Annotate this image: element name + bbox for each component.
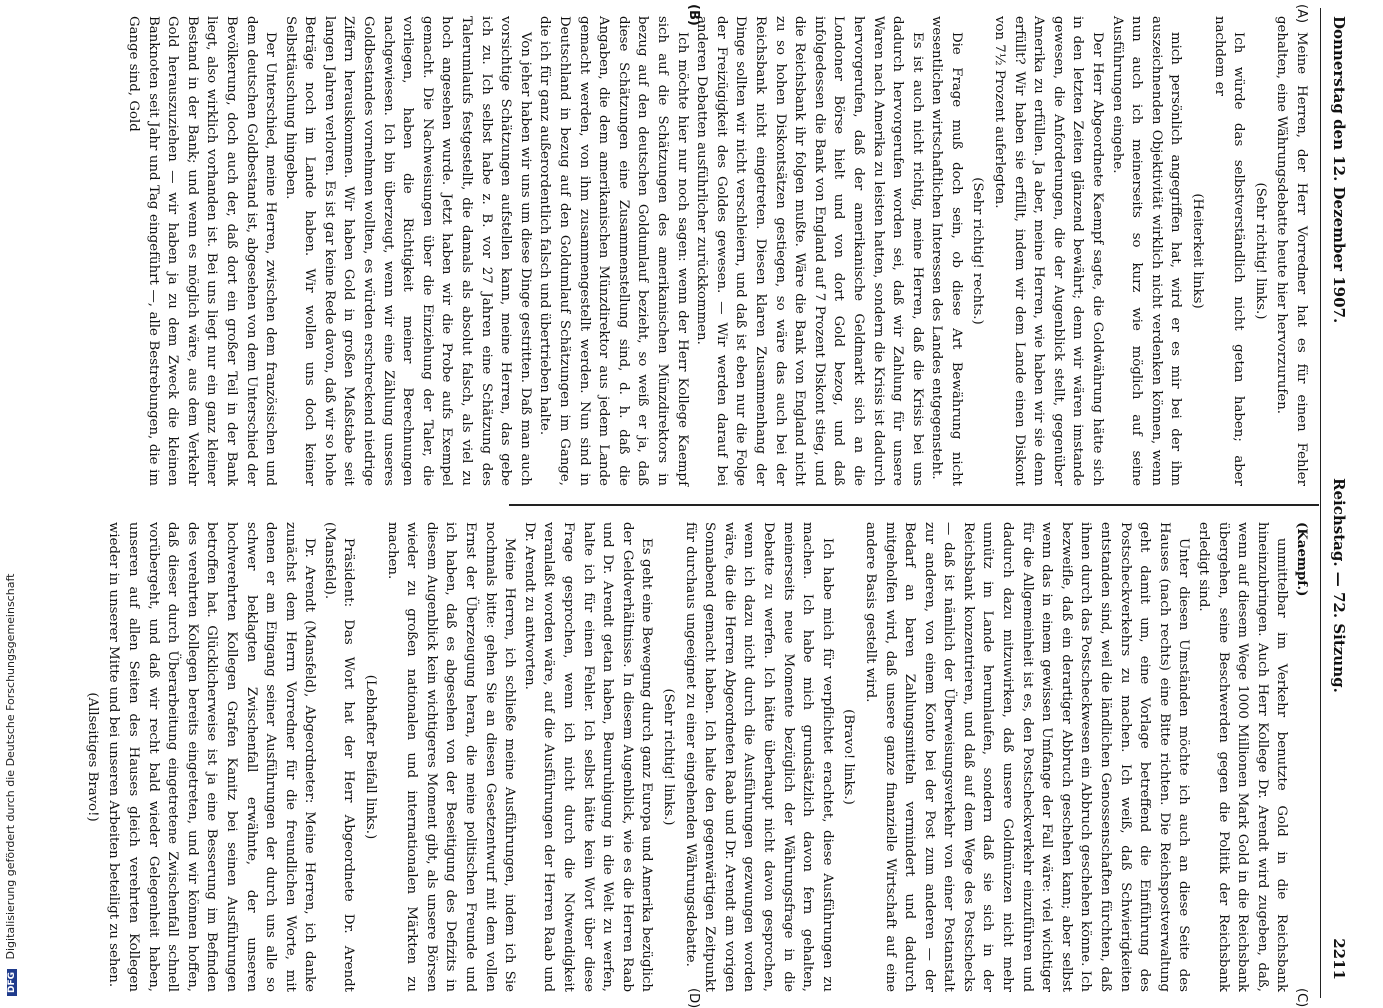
interjection: (Heiterkeit links) xyxy=(1190,193,1206,309)
paragraph: Der Unterschied, meine Herren, zwischen dem französischen und dem deutschen Goldbestand ist, abgesehen von dem Unterschied der Bevölkerung, doch auch der, daß dort ein großer Teil in der Bank liegt, also wirklich vorhanden ist. Bei uns liegt nur ein ganz kleiner Bestand in der Bank; und wenn es möglich wäre, aus dem Verkehr Gold herauszuziehen — wir haben ja zu dem Zweck die kleinen Banknoten seit Jahr und Tag eingeführt —, alle Bestrebungen, die im Gange sind, Gold xyxy=(125,16,279,486)
paragraph: Ich habe mich für verpflichtet erachtet, diese Ausführungen zu machen. Ich habe mich grundsätzlich davon fern gehalten, meinerseits neue Momente bezüglich der Währungsfrage in die Debatte zu werfen. Ich hätte überhaupt nicht davon gesprochen, wenn ich dazu nicht durch die Ausführungen gezwungen worden wäre, die die Herren Abgeordneten Raab und Dr. Arendt am vorigen Sonnabend gemacht haben. Ich halte den gegenwärtigen Zeitpunkt für durchaus ungeeignet zu einer eingehenden Währungsdebatte. xyxy=(682,522,835,992)
paragraph: Der Herr Abgeordnete Kaempf sagte, die Goldwährung hätte sich in den letzten Zeiten glänzend bewährt; denn wir wären imstande gewesen, die Anforderungen, die der Augenblick stellt, gegenüber Amerika zu erfüllen. Ja aber, meine Herren, wie haben wir sie denn erfüllt? Wir haben sie erfüllt, indem wir dem Lande einen Diskont von 7½ Prozent auferlegten. xyxy=(992,16,1106,486)
paragraph: Meine Herren, der Herr Vorredner hat es für einen Fehler gehalten, eine Währungsdebatte heute hier hervorzurufen. xyxy=(1274,16,1309,486)
paragraph: Dr. Arendt (Mansfeld), Abgeordneter: Meine Herren, ich danke zunächst dem Herrn Vorredner für die freundlichen Worte, mit denen er am Eingang seiner Ausführungen der durch uns alle so schwer beklagten Zwischenfall erwähnte, der unseren hochverehrten Kollegen Grafen Kanitz bei seinen Ausführungen betroffen hat. Glücklicherweise ist ja eine Besserung im Befinden des verehrten Kollegen bereits eingetreten, und wir können hoffen, daß dieser durch Überarbeitung eingetretene Zwischenfall schnell vorübergeht, und daß wir recht bald wieder Gelegenheit haben, unseren auf allen Seiten des Hauses gleich verehrten Kollegen wieder in unserer Mitte und bei unseren Arbeiten beteiligt zu sehen. xyxy=(106,522,318,992)
left-text-column xyxy=(125,16,1311,486)
interjection: (Sehr richtig! links.) xyxy=(661,688,676,826)
column-divider xyxy=(509,504,1319,506)
paragraph: Von jeher haben wir uns um diese Dinge gestritten. Daß man auch vorsichtige Schätzungen aufstellen kann, meine Herren, das gebe ich zu. Ich selbst habe z. B. vor 27 Jahren eine Schätzung des Talerumlaufs festgestellt, die damals als absolut falsch, als viel zu hoch angesehen wurde. Jetzt haben wir die Probe aufs Exempel gemacht. Die Nachweisungen über die Einziehung der Taler, die vorliegen, haben die Richtigkeit meiner Berechnungen nachgewiesen. Ich bin überzeugt, wenn wir eine Zählung unseres Goldbestandes vornehmen wollten, es würden erschreckend niedrige Ziffern herauskommen. Wir haben Gold in großen Maßstabe seit langen Jahren verloren. Es ist gar keine Rede davon, daß wir so hohe Beträge noch im Lande haben. Wir wollen uns doch keiner Selbsttäuschung hingeben. xyxy=(282,16,533,486)
interjection: (Sehr richtig! links.) xyxy=(1252,182,1268,320)
header-rule xyxy=(1320,8,1321,998)
header-date: Donnerstag den 12. Dezember 1907. xyxy=(1330,16,1348,324)
paragraph: Meine Herren, ich schließe meine Ausführungen, indem ich Sie nochmals bitte: gehen Sie an diesen Gesetzentwurf mit dem vollen Ernst der Überzeugung heran, die meine politischen Freunde und ich haben, daß es abgesehen von der Beseitigung des Defizits in diesem Augenblick kein wichtigeres Moment gibt, als unsere Börsen wieder zu großen nationalen und internationalen Märkten zu machen. xyxy=(384,522,518,992)
margin-mark-d: (D) xyxy=(686,988,701,1008)
interjection: (Lebhafter Beifall links.) xyxy=(363,674,379,840)
interjection: (Sehr richtig! rechts.) xyxy=(970,177,986,325)
paragraph: Es geht eine Bewegung durch ganz Europa und Amerika bezüglich der Geldverhältnisse. In diesem Augenblick, wie es die Herren Raab und Dr. Arendt getan haben, Beunruhigung in die Welt zu werfen, halte ich für einen Fehler. Ich selbst hätte kein Wort über diese Frage gesprochen, wenn ich nicht durch die Notwendigkeit veranlaßt worden wäre, auf die Ausführungen der Herren Raab und Dr. Arendt zu antworten. xyxy=(521,522,655,992)
digitization-credit: Digitalisierung gefördert durch die Deutsche Forschungsgemeinschaft xyxy=(4,573,17,960)
paragraph: Ich würde das selbstverständlich nicht getan haben; aber nachdem er xyxy=(1211,16,1247,486)
interjection: (Bravo! links.) xyxy=(841,709,857,805)
paragraph: Ich möchte hier nur noch sagen: wenn der Herr Kollege Kaempf sich auf die Schätzungen des amerikanischen Münzdirektors in bezug auf den deutschen Goldumlauf bezieht, so weiß er ja, daß diese Schätzungen eine Zusammenstellung sind, d. h. daß die Angaben, die dem amerikanischen Münzdirektor aus jedem Lande gemacht werden, von ihm zusammengestellt werden. Nun sind in Deutschland in bezug auf den Goldumlauf Schätzungen im Gange, die ich für ganz außerordentlich falsch und übertrieben halte. xyxy=(537,16,690,486)
interjection: (Allseitiges Bravo!) xyxy=(84,692,100,822)
paragraph: (Kaempf.) xyxy=(1294,522,1309,597)
running-header xyxy=(1325,8,1351,998)
right-text-column xyxy=(84,522,1311,992)
paragraph: Präsident: Das Wort hat der Herr Abgeordnete Dr. Arendt (Mansfeld). xyxy=(321,522,357,992)
paragraph: Unter diesen Umständen möchte ich auch an diese Seite des Hauses (nach rechts) eine Bitte richten. Die Reichspostverwaltung geht damit um, eine Vorlage betreffend die Einführung des Postscheckverkehrs zu machen. Ich weiß, daß Schwierigkeiten entstanden sind, weil die ländlichen Genossenschaften fürchten, daß ihnen durch das Postscheckwesen ein Abbruch geschehen könne. Ich bezweifle, daß ein derartiger Abbruch geschehen kann; aber selbst wenn das in einem gewissen Umfange der Fall wäre: viel wichtiger für die Allgemeinheit ist es, den Postscheckverkehr einzuführen und dadurch dazu mitzuwirken, daß unsere Goldmünzen nicht mehr unnütz im Lande herumlaufen, sondern daß sie sich in der Reichsbank konzentrieren, und daß auf dem Wege des Postschecks — daß ist nämlich der Überweisungsverkehr von einer Postanstalt zur anderen, von einem Konto bei der Post zum anderen — der Bedarf an baren Zahlungsmitteln vermindert und dadurch mitgeholfen wird, daß unsere ganze finanzielle Wirtschaft auf eine andere Basis gestellt wird. xyxy=(862,522,1192,992)
margin-mark-a: (A) xyxy=(1294,4,1309,24)
paragraph: unmittelbar im Verkehr benutzte Gold in die Reichsbank hineinzubringen. Auch Herr Kollege Dr. Arendt wird zugeben, daß, wenn auf diesem Wege 1000 Millionen Mark Gold in die Reichsbank übergehen, seine Beschwerden gegen die Politik der Reichsbank erledigt sind. xyxy=(1196,522,1290,992)
paragraph: Es ist auch nicht richtig, meine Herren, daß die Krisis bei uns dadurch hervorgerufen worden sei, daß wir Zahlung für unsere Waren nach Amerika zu leisten hatten, sondern die Krisis ist dadurch hervorgerufen, daß der amerikanische Geldmarkt sich an die Londoner Börse hielt und von dort Gold bezog, und daß infolgedessen die Bank von England auf 7 Prozent Diskont stieg, und die Reichsbank ihr folgen mußte. Wäre die Bank von England nicht zu so hohen Diskontsätzen gestiegen, so wäre das auch bei der Reichsbank nicht eingetreten. Diesen klaren Zusammenhang der Dinge sollten wir nicht verschleiern, und daß ist eben nur die Folge der Freizügigkeit des Goldes gewesen. — Wir werden darauf bei anderen Debatten ausführlicher zurückkommen. xyxy=(694,16,925,486)
paragraph: mich persönlich angegriffen hat, wird er es mir bei der ihm auszeichnenden Objektivität wirklich nicht verdenken können, wenn nun auch ich meinerseits so kurz wie möglich auf seine Ausführungen eingehe. xyxy=(1109,16,1184,486)
margin-mark-b: (B) xyxy=(686,4,701,26)
document-page xyxy=(63,4,1351,1008)
margin-mark-c: (C) xyxy=(1294,988,1309,1008)
paragraph: Die Frage muß doch sein, ob diese Art Bewährung nicht wesentlichen wirtschaftlichen Interessen des Landes entgegensteht. xyxy=(929,16,964,486)
header-session: Reichstag. — 72. Sitzung. xyxy=(1330,478,1348,693)
dfg-logo: DFG xyxy=(7,969,17,996)
sidebar-credit xyxy=(4,574,17,996)
page-number: 2211 xyxy=(1330,938,1348,980)
